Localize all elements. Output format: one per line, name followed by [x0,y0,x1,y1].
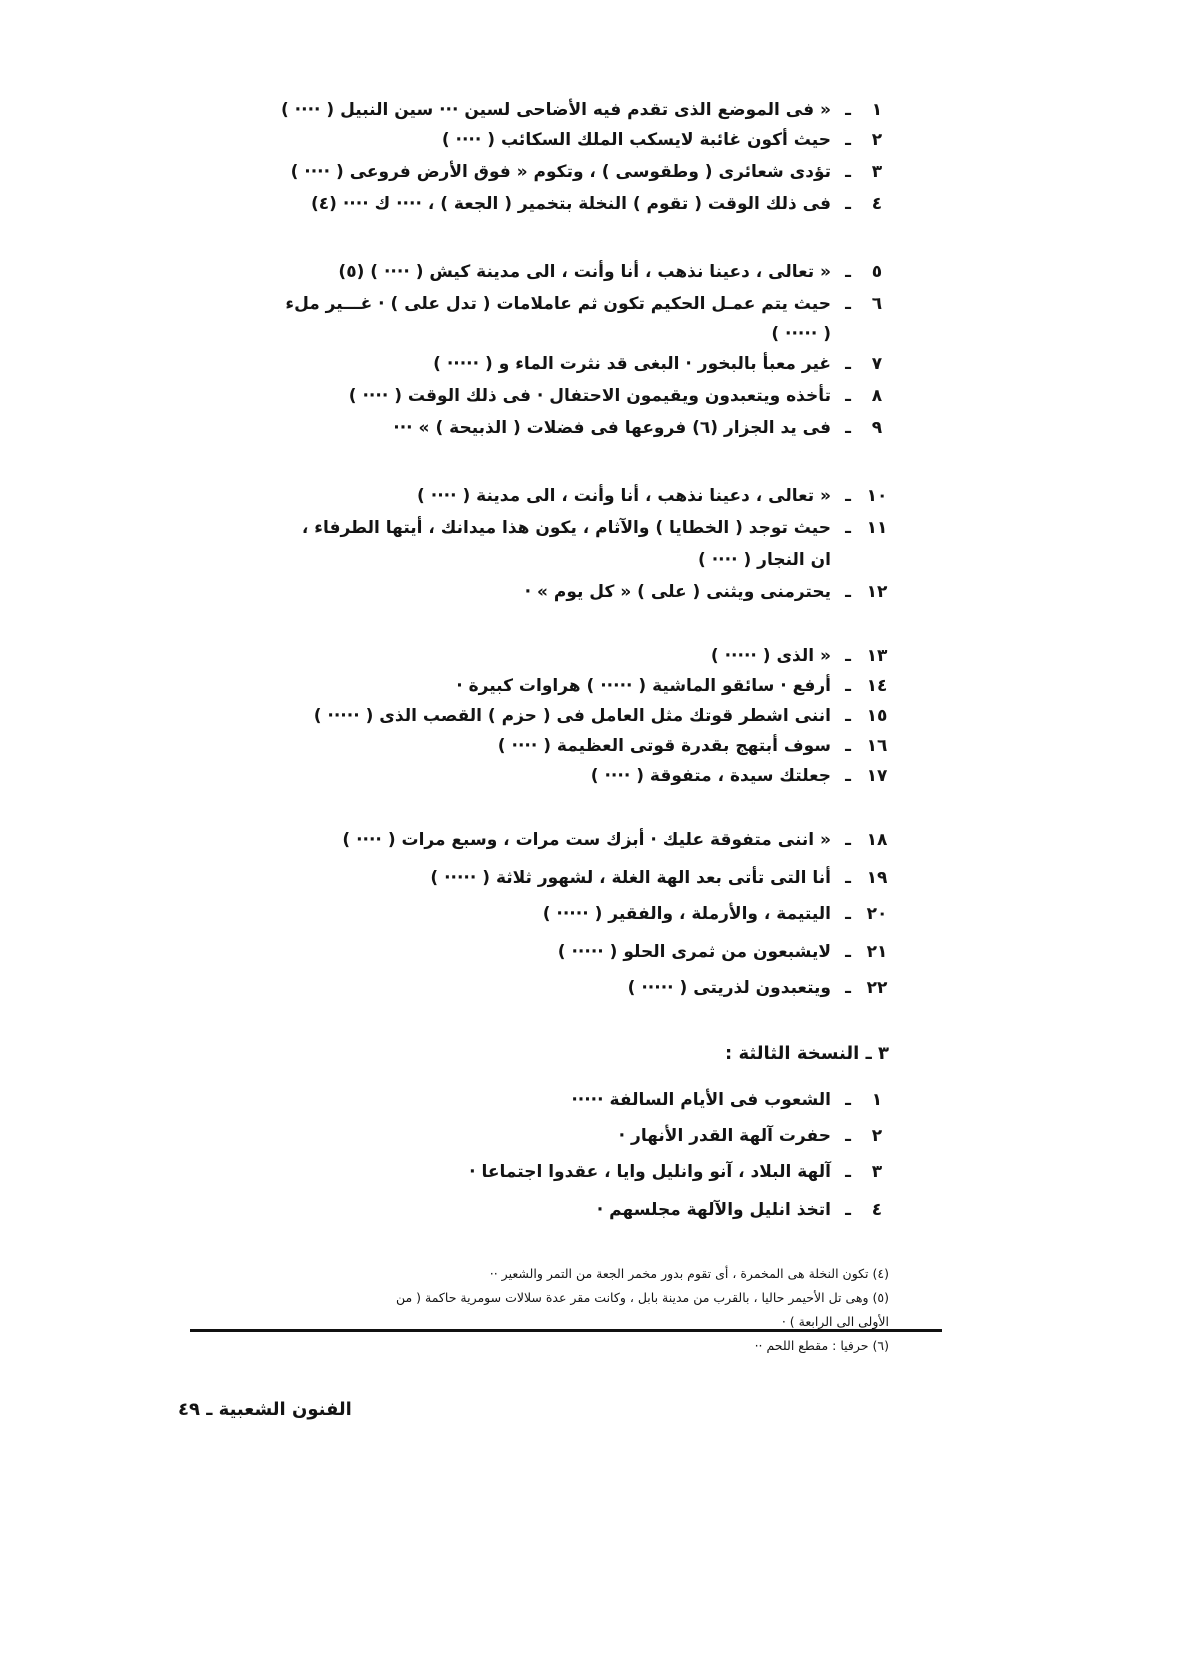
verse-text: اننى اشطر قوتك مثل العامل فى ( حزم ) القصب الذى ( ····· ) [313,706,831,726]
dash: ـ [845,904,851,924]
line-number: ٩ [871,418,883,438]
verse-line [558,940,889,964]
verse-line [433,352,889,376]
dash: ـ [845,1090,851,1110]
line-number: ٤ [871,1200,883,1220]
dash: ـ [845,130,851,150]
verse-line [338,260,889,284]
footnote: (٦) حرفيا : مقطع اللحم ·· [754,1338,889,1353]
dash: ـ [845,262,851,282]
verse-line [314,704,889,728]
dash: ـ [845,518,851,538]
dash: ـ [845,162,851,182]
line-number: ٢ [871,130,883,150]
verse-line [311,192,889,216]
verse-line [628,976,889,1000]
verse-text: « تعالى ، دعينا نذهب ، أنا وأنت ، الى مدينة ( ···· ) [417,486,831,506]
line-number: ١٢ [866,582,888,602]
verse-text: « اننى متفوقة عليك · أبزك ست مرات ، وسبع مرات ( ···· ) [342,830,831,850]
verse-text: حيث أكون غائبة لايسكب الملك السكائب ( ···· ) [441,130,831,150]
verse-line [571,1088,889,1112]
line-number: ١ [871,1090,883,1110]
line-number: ٣ [871,162,883,182]
verse-line [417,484,889,508]
verse-line [543,902,889,926]
verse-text: جعلتك سيدة ، متفوقة ( ···· ) [590,766,831,786]
verse-line [498,734,889,758]
line-number: ٢١ [866,942,888,962]
verse-line [302,516,889,540]
verse-text: فى ذلك الوقت ( تقوم ) النخلة بتخمير ( الجعة ) ، ···· ك ···· (٤) [310,194,831,214]
dash: ـ [845,706,851,726]
verse-line [291,160,889,184]
verse-line [285,292,889,316]
verse-line [349,384,889,408]
dash: ـ [845,418,851,438]
dash: ـ [845,386,851,406]
footnote: (٥) وهى تل الأحيمر حاليا ، بالقرب من مدينة بابل ، وكانت مقر عدة سلالات سومرية حاكمة ( من [395,1290,889,1305]
verse-continuation [771,322,889,346]
verse-text: حفرت آلهة القدر الأنهار · [618,1126,831,1146]
verse-text: تأخذه ويتعبدون ويقيمون الاحتفال · فى ذلك الوقت ( ···· ) [348,386,831,406]
verse-text: آلهة البلاد ، آنو وانليل وايا ، عقدوا اجتماعا · [469,1162,831,1182]
verse-text: لايشبعون من ثمرى الحلو ( ····· ) [557,942,831,962]
verse-line [597,1198,889,1222]
verse-text: تؤدى شعائرى ( وطقوسى ) ، وتكوم « فوق الأرض فروعى ( ···· ) [290,162,831,182]
verse-text: الشعوب فى الأيام السالفة ····· [571,1090,831,1110]
line-number: ٧ [871,354,883,374]
verse-text: أنا التى تأتى بعد الهة الغلة ، لشهور ثلاثة ( ····· ) [430,868,831,888]
verse-line [393,416,889,440]
verse-text: « فى الموضع الذى تقدم فيه الأضاحى لسين ··· سين النبيل ( ···· ) [280,100,831,120]
footnote: (٤) تكون النخلة هى المخمرة ، أى تقوم بدور مخمر الجعة من التمر والشعير ·· [489,1266,889,1281]
line-number: ٢٢ [866,978,888,998]
line-number: ١٨ [866,830,888,850]
verse-line [430,866,889,890]
dash: ـ [845,978,851,998]
verse-text: يحترمنى ويثنى ( على ) « كل يوم » · [524,582,831,602]
dash: ـ [845,1126,851,1146]
verse-text: ويتعبدون لذريتى ( ····· ) [627,978,831,998]
line-number: ٦ [871,294,883,314]
dash: ـ [845,736,851,756]
dash: ـ [845,868,851,888]
line-number: ٤ [871,194,883,214]
dash: ـ [845,646,851,666]
dash: ـ [845,194,851,214]
verse-text: حيث توجد ( الخطايا ) والآثام ، يكون هذا ميدانك ، أيتها الطرفاء ، [301,518,831,538]
verse-line [342,828,889,852]
line-number: ١٠ [866,486,888,506]
dash: ـ [845,100,851,120]
line-number: ٥ [871,262,883,282]
verse-line [525,580,889,604]
line-number: ١١ [866,518,888,538]
verse-line [619,1124,889,1148]
line-number: ١٤ [866,676,888,696]
verse-line [442,128,889,152]
verse-text: « تعالى ، دعينا نذهب ، أنا وأنت ، الى مدينة كيش ( ···· ) (٥) [338,262,831,282]
line-number: ٢٠ [866,904,888,924]
dash: ـ [845,294,851,314]
dash: ـ [845,766,851,786]
line-number: ٢ [871,1126,883,1146]
line-number: ١٣ [866,646,888,666]
verse-line [591,764,889,788]
line-number: ٣ [871,1162,883,1182]
dash: ـ [845,830,851,850]
page-footer: الفنون الشعبية ـ ٤٩ [178,1399,352,1420]
verse-line [281,98,889,122]
verse-line [469,1160,889,1184]
verse-text: اليتيمة ، والأرملة ، والفقير ( ····· ) [542,904,831,924]
line-number: ١٥ [866,706,888,726]
dash: ـ [845,942,851,962]
section-heading: ٣ ـ النسخة الثالثة : [725,1043,889,1064]
line-number: ١ [871,100,883,120]
verse-line [711,644,889,668]
verse-text: اتخذ انليل والآلهة مجلسهم · [596,1200,831,1220]
dash: ـ [845,1162,851,1182]
verse-text: سوف أبتهج بقدرة قوتى العظيمة ( ···· ) [497,736,831,756]
dash: ـ [845,1200,851,1220]
verse-text: فى يد الجزار (٦) فروعها فى فضلات ( الذبيحة ) » ··· [393,418,831,438]
line-number: ١٩ [866,868,888,888]
verse-text: أرفع · سائقو الماشية ( ····· ) هراوات كبيرة · [456,676,831,696]
verse-text: غير معبأ بالبخور · البغى قد نثرت الماء و ( ····· ) [433,354,831,374]
verse-text: « الذى ( ····· ) [710,646,831,666]
line-number: ٨ [871,386,883,406]
footnote-continuation: الأولى الى الرابعة ) · [781,1314,889,1329]
dash: ـ [845,582,851,602]
line-number: ١٧ [866,766,888,786]
verse-text: ان النجار ( ···· ) [698,550,831,570]
verse-text: ( ····· ) [771,324,831,344]
line-number: ١٦ [866,736,888,756]
verse-text: حيث يتم عمـل الحكيم تكون ثم عاملامات ( تدل على ) · غـــير ملء [285,294,831,314]
verse-line [456,674,889,698]
dash: ـ [845,354,851,374]
verse-continuation [698,548,889,572]
dash: ـ [845,486,851,506]
dash: ـ [845,676,851,696]
